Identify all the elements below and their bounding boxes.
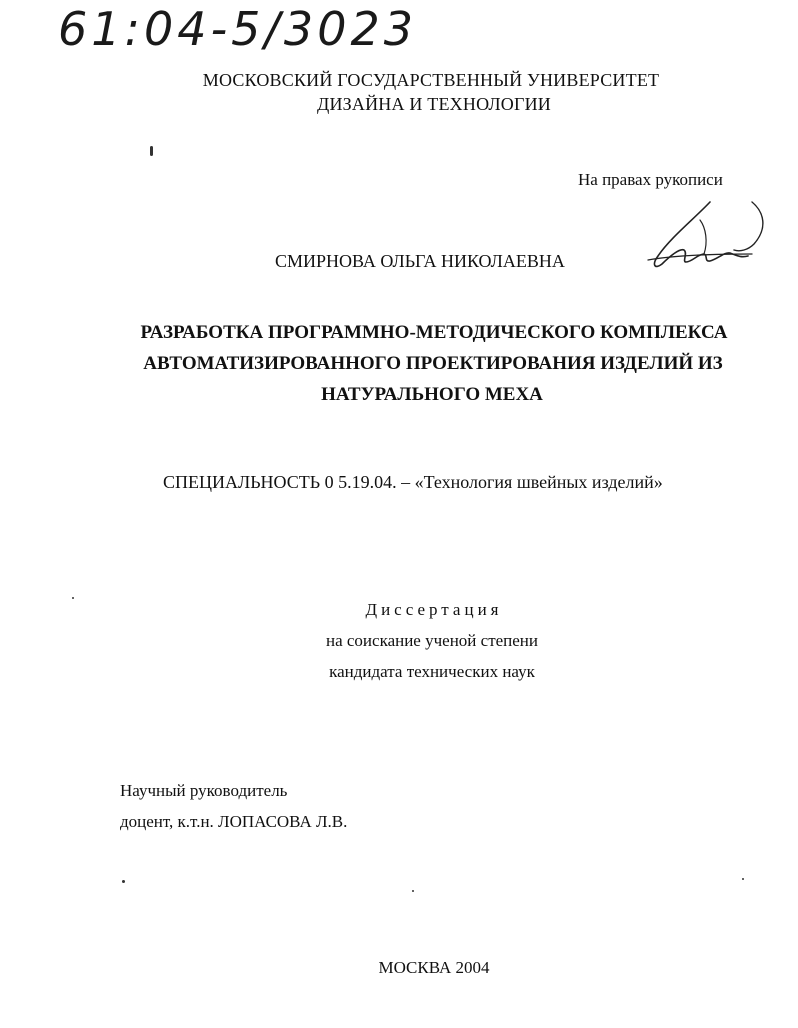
- author-name: СМИРНОВА ОЛЬГА НИКОЛАЕВНА: [275, 251, 565, 271]
- manuscript-rights-note: На правах рукописи: [578, 170, 723, 189]
- degree-statement: [0, 594, 798, 687]
- title-line-3: НАТУРАЛЬНОГО МЕХА: [321, 384, 543, 405]
- supervisor-name: доцент, к.т.н. ЛОПАСОВА Л.В.: [120, 812, 348, 831]
- handwritten-archive-code: 61:04-5/3023: [58, 2, 417, 56]
- university-line-1: МОСКОВСКИЙ ГОСУДАРСТВЕННЫЙ УНИВЕРСИТЕТ: [202, 70, 660, 90]
- title-line-2: АВТОМАТИЗИРОВАННОГО ПРОЕКТИРОВАНИЯ ИЗДЕЛИЙ ИЗ: [143, 353, 723, 374]
- scan-speck: [412, 890, 414, 892]
- university-name: [0, 68, 798, 116]
- scan-speck: [150, 146, 153, 156]
- scan-speck: [742, 878, 744, 880]
- handwritten-signature: [640, 198, 770, 278]
- degree-line-1: на соискание ученой степени: [325, 631, 539, 650]
- supervisor-block: [120, 775, 347, 837]
- university-line-2: ДИЗАЙНА И ТЕХНОЛОГИИ: [317, 94, 551, 114]
- title-line-1: РАЗРАБОТКА ПРОГРАММНО-МЕТОДИЧЕСКОГО КОМПЛЕКСА: [140, 322, 728, 343]
- specialty-line: СПЕЦИАЛЬНОСТЬ 0 5.19.04. – «Технология швейных изделий»: [163, 472, 663, 492]
- dissertation-label: Диссертация: [365, 600, 503, 619]
- supervisor-label: Научный руководитель: [120, 781, 288, 800]
- scan-speck: [72, 597, 74, 599]
- city-year-text: МОСКВА 2004: [378, 958, 490, 977]
- scan-speck: [122, 880, 125, 883]
- degree-line-2: кандидата технических наук: [329, 662, 535, 681]
- dissertation-title: [0, 317, 798, 410]
- city-and-year: [0, 958, 798, 978]
